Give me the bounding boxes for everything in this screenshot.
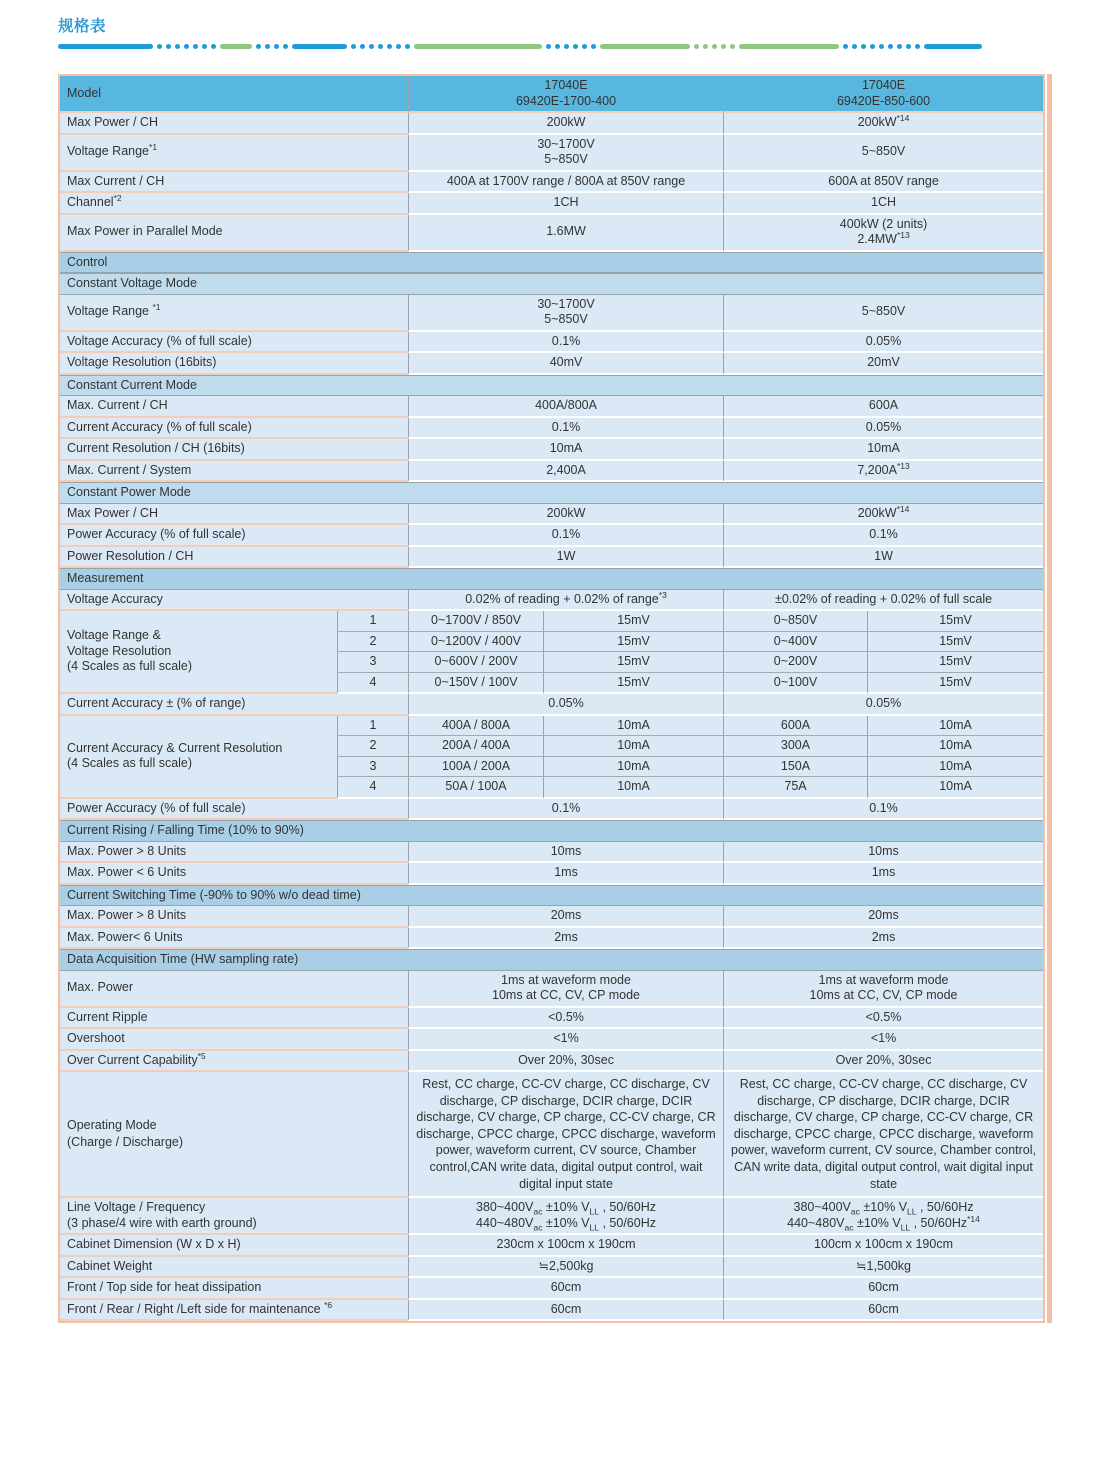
section-header: Control [60,252,1043,274]
value-cell: <1% [408,1029,723,1051]
value-cell: 0~850V [723,611,867,632]
table-row [60,1300,1043,1322]
divider-dot [405,44,410,49]
row-label: Current Accuracy (% of full scale) [60,418,408,440]
table-row [60,525,1043,547]
value-cell: 50A / 100A [408,777,543,799]
value-cell: <0.5% [408,1008,723,1030]
value-cell: 10mA [543,757,723,778]
value-cell: $200kW^{*14}$ [723,504,1043,526]
row-label: Max Power in Parallel Mode [60,215,408,252]
divider-dot [193,44,198,49]
table-row [60,215,1043,252]
scale-index: 3 [337,757,408,778]
section-row [60,949,1043,971]
value-cell: ≒1,500kg [723,1257,1043,1279]
value-cell: 0.1% [723,799,1043,821]
table-row [60,418,1043,440]
row-label: Max Current / CH [60,172,408,194]
value-cell: $380\sim 400V_{ac} \pm 10\%$ $V_{LL}$ , 50/60Hz $440\sim 480V_{ac} \pm 10\%$ $V_{LL}$ , 50/60Hz [408,1198,723,1235]
row-label: Power Accuracy (% of full scale) [60,799,408,821]
value-cell: 0.1% [408,418,723,440]
value-cell: 0.1% [723,525,1043,547]
value-cell: Rest, CC charge, CC-CV charge, CC discharge, CV discharge, CP discharge, DCIR charge, DCIR discharge, CV charge, CP charge, CC-CV charge, CR discharge, CPCC charge, CPCC discharge, waveform power, waveform current, CV source, Chamber control, CAN write data, digital output control, wait digital input state [723,1072,1043,1198]
value-cell: 200A / 400A [408,736,543,757]
value-cell: 5~850V [723,295,1043,332]
value-cell: 0.05% [723,418,1043,440]
spec-table-wrap [58,74,1045,1323]
divider-bar [414,44,542,49]
value-cell: 1ms [723,863,1043,885]
value-cell: 0~1200V / 400V [408,632,543,653]
value-cell: 100A / 200A [408,757,543,778]
value-cell: 10mA [543,716,723,737]
value-cell: 400A at 1700V range / 800A at 850V range [408,172,723,194]
value-cell: 1W [723,547,1043,569]
row-label: Max. Current / CH [60,396,408,418]
value-cell: 0.02% of reading + 0.02% of range$^{*3}$ [408,590,723,612]
row-label: Voltage Resolution (16bits) [60,353,408,375]
divider-dot [573,44,578,49]
value-cell: $380\sim 400V_{ac} \pm 10\%$ $V_{LL}$ , 50/60Hz $440\sim 480V_{ac} \pm 10\%$ $V_{LL}$ , 50/60Hz$^{*14}$ [723,1198,1043,1235]
value-cell: 60cm [408,1300,723,1322]
value-cell: 2,400A [408,461,723,483]
table-row [60,971,1043,1008]
value-cell: 600A at 850V range [723,172,1043,194]
divider-dot [175,44,180,49]
section-header: Current Switching Time (-90% to 90% w/o dead time) [60,885,1043,907]
value-cell: 0.1% [408,332,723,354]
value-cell: 10mA [867,777,1043,799]
value-cell: 0~100V [723,673,867,695]
value-cell: 10ms [408,842,723,864]
value-cell: 15mV [867,652,1043,673]
row-label: Cabinet Weight [60,1257,408,1279]
table-row [60,1198,1043,1235]
row-label: Front / Top side for heat dissipation [60,1278,408,1300]
value-cell: 60cm [408,1278,723,1300]
value-cell: 0.05% [723,332,1043,354]
scale-index: 2 [337,736,408,757]
scale-index: 1 [337,716,408,737]
table-row [60,439,1043,461]
page-title: 规格表 [58,18,107,35]
divider-dot [387,44,392,49]
model-label: Model [60,76,408,113]
value-cell: 15mV [867,673,1043,695]
value-cell: 2ms [723,928,1043,950]
row-label: Over Current Capability$^{*5}$ [60,1051,408,1073]
value-cell: 20mV [723,353,1043,375]
table-row [60,694,1043,716]
row-label: Overshoot [60,1029,408,1051]
divider-bar [58,44,153,49]
table-right-accent-bar [1047,74,1052,1323]
value-cell: 15mV [867,611,1043,632]
row-label: Voltage Accuracy (% of full scale) [60,332,408,354]
divider-bar [292,44,347,49]
divider-bar [220,44,252,49]
divider-dot [256,44,261,49]
divider-dot [694,44,699,49]
divider-dot [211,44,216,49]
value-cell: 30~1700V 5~850V [408,135,723,172]
value-cell: 1ms at waveform mode 10ms at CC, CV, CP mode [408,971,723,1008]
section-row [60,885,1043,907]
value-cell: 0~600V / 200V [408,652,543,673]
row-label: Max. Power< 6 Units [60,928,408,950]
section-row [60,820,1043,842]
section-row [60,273,1043,295]
value-cell: 300A [723,736,867,757]
table-row [60,193,1043,215]
value-cell: 0.1% [408,799,723,821]
value-cell: 30~1700V 5~850V [408,295,723,332]
divider-dot [265,44,270,49]
row-label: Max. Power > 8 Units [60,906,408,928]
divider-bar [600,44,690,49]
row-label: Voltage Accuracy [60,590,408,612]
section-header: Constant Power Mode [60,482,1043,504]
table-row [60,906,1043,928]
value-cell: ≒2,500kg [408,1257,723,1279]
row-label: Max. Current / System [60,461,408,483]
value-cell: 75A [723,777,867,799]
value-cell: 400A / 800A [408,716,543,737]
value-cell: 40mV [408,353,723,375]
row-label: Max. Power < 6 Units [60,863,408,885]
value-cell: 2ms [408,928,723,950]
row-label: Channel$^{*2}$ [60,193,408,215]
sub-row [60,611,1043,632]
value-cell: 100cm x 100cm x 190cm [723,1235,1043,1257]
table-row [60,547,1043,569]
divider-dot [555,44,560,49]
value-cell: 0~400V [723,632,867,653]
value-cell: 1.6MW [408,215,723,252]
table-row [60,504,1043,526]
value-cell: 10mA [867,716,1043,737]
divider-dot [906,44,911,49]
table-row [60,1235,1043,1257]
divider-dot [546,44,551,49]
divider-dot [861,44,866,49]
value-cell: 400kW (2 units) 2.4MW$^{*13}$ [723,215,1043,252]
row-label: Current Accuracy & Current Resolution (4 Scales as full scale) [60,716,337,799]
value-cell: 10ms [723,842,1043,864]
divider-dot [843,44,848,49]
value-cell: 0.05% [408,694,723,716]
table-row [60,799,1043,821]
section-row [60,252,1043,274]
divider-dot [564,44,569,49]
value-cell: 200kW [408,113,723,135]
value-cell: 0~150V / 100V [408,673,543,695]
value-cell: 5~850V [723,135,1043,172]
table-row [60,172,1043,194]
section-header: Constant Current Mode [60,375,1043,397]
row-label: Front / Rear / Right /Left side for maintenance $^{*6}$ [60,1300,408,1322]
section-row [60,375,1043,397]
spec-table [58,74,1045,1323]
divider-dot [166,44,171,49]
divider-dot [712,44,717,49]
section-row [60,568,1043,590]
value-cell: 600A [723,716,867,737]
row-label: Max. Power [60,971,408,1008]
value-cell: <0.5% [723,1008,1043,1030]
value-cell: $7,200A^{*13}$ [723,461,1043,483]
value-cell: Over 20%, 30sec [723,1051,1043,1073]
value-cell: 1ms at waveform mode 10ms at CC, CV, CP mode [723,971,1043,1008]
row-label: Current Accuracy ± (% of range) [60,694,408,716]
value-cell: 150A [723,757,867,778]
table-row [60,113,1043,135]
value-cell: 0~1700V / 850V [408,611,543,632]
value-cell: 60cm [723,1278,1043,1300]
value-cell: Rest, CC charge, CC-CV charge, CC discharge, CV discharge, CP discharge, DCIR charge, DCIR discharge, CV charge, CP charge, CC-CV charge, CR discharge, CPCC charge, CPCC discharge, waveform power, waveform current, CV source, Chamber control,CAN write data, digital output control, wait digital input state [408,1072,723,1198]
value-cell: 10mA [543,736,723,757]
table-row [60,1072,1043,1198]
divider-dot [591,44,596,49]
value-cell: 10mA [543,777,723,799]
value-cell: 15mV [543,673,723,695]
value-cell: 10mA [408,439,723,461]
divider-dot [360,44,365,49]
value-cell: 230cm x 100cm x 190cm [408,1235,723,1257]
value-cell: 17040E 69420E-1700-400 [408,76,723,113]
value-cell: 20ms [408,906,723,928]
value-cell: 17040E 69420E-850-600 [723,76,1043,113]
value-cell: 400A/800A [408,396,723,418]
table-row [60,461,1043,483]
divider-dot [184,44,189,49]
table-row [60,135,1043,172]
spec-table-body [60,76,1043,1321]
table-row [60,1257,1043,1279]
value-cell: ±0.02% of reading + 0.02% of full scale [723,590,1043,612]
table-row [60,1029,1043,1051]
divider-dot [870,44,875,49]
table-row [60,332,1043,354]
divider-dot [915,44,920,49]
table-row [60,863,1043,885]
divider-dot [202,44,207,49]
section-row [60,482,1043,504]
value-cell: <1% [723,1029,1043,1051]
value-cell: 0~200V [723,652,867,673]
divider-dot [703,44,708,49]
divider-dot [157,44,162,49]
value-cell: 1W [408,547,723,569]
value-cell: 1ms [408,863,723,885]
row-label: Voltage Range$^{*1}$ [60,135,408,172]
divider-dot [730,44,735,49]
row-label: Cabinet Dimension (W x D x H) [60,1235,408,1257]
section-header: Constant Voltage Mode [60,273,1043,295]
value-cell: 15mV [543,632,723,653]
scale-index: 2 [337,632,408,653]
divider-dot [378,44,383,49]
value-cell: 60cm [723,1300,1043,1322]
value-cell: 20ms [723,906,1043,928]
row-label: Line Voltage / Frequency (3 phase/4 wire with earth ground) [60,1198,408,1235]
divider-bar [739,44,839,49]
value-cell: 10mA [723,439,1043,461]
divider-dot [888,44,893,49]
value-cell: 200kW [408,504,723,526]
scale-index: 4 [337,673,408,695]
table-row [60,396,1043,418]
divider-dot [582,44,587,49]
row-label: Current Ripple [60,1008,408,1030]
scale-index: 4 [337,777,408,799]
title-divider [58,44,1045,49]
row-label: Power Resolution / CH [60,547,408,569]
section-header: Data Acquisition Time (HW sampling rate) [60,949,1043,971]
row-label: Voltage Range $^{*1}$ [60,295,408,332]
row-label: Max Power / CH [60,113,408,135]
section-header: Measurement [60,568,1043,590]
value-cell: 1CH [408,193,723,215]
divider-dot [283,44,288,49]
scale-index: 1 [337,611,408,632]
table-row [60,590,1043,612]
row-label: Power Accuracy (% of full scale) [60,525,408,547]
table-row [60,1008,1043,1030]
value-cell: 15mV [543,652,723,673]
table-row [60,842,1043,864]
divider-dot [396,44,401,49]
section-header: Current Rising / Falling Time (10% to 90%) [60,820,1043,842]
divider-dot [351,44,356,49]
value-cell: 10mA [867,736,1043,757]
table-row [60,353,1043,375]
scale-index: 3 [337,652,408,673]
value-cell: 10mA [867,757,1043,778]
row-label: Operating Mode (Charge / Discharge) [60,1072,408,1198]
value-cell: 15mV [543,611,723,632]
divider-dot [897,44,902,49]
divider-dot [879,44,884,49]
table-row [60,1278,1043,1300]
row-label: Voltage Range & Voltage Resolution (4 Scales as full scale) [60,611,337,694]
sub-row [60,716,1043,737]
table-row [60,295,1043,332]
row-label: Current Resolution / CH (16bits) [60,439,408,461]
value-cell: 600A [723,396,1043,418]
value-cell: $200kW^{*14}$ [723,113,1043,135]
value-cell: 15mV [867,632,1043,653]
row-label: Max Power / CH [60,504,408,526]
divider-dot [852,44,857,49]
divider-dot [721,44,726,49]
value-cell: 1CH [723,193,1043,215]
value-cell: 0.1% [408,525,723,547]
value-cell: Over 20%, 30sec [408,1051,723,1073]
value-cell: 0.05% [723,694,1043,716]
divider-bar [924,44,982,49]
divider-dot [274,44,279,49]
table-row [60,928,1043,950]
divider-dot [369,44,374,49]
row-label: Max. Power > 8 Units [60,842,408,864]
table-row [60,1051,1043,1073]
model-header-row [60,76,1043,113]
